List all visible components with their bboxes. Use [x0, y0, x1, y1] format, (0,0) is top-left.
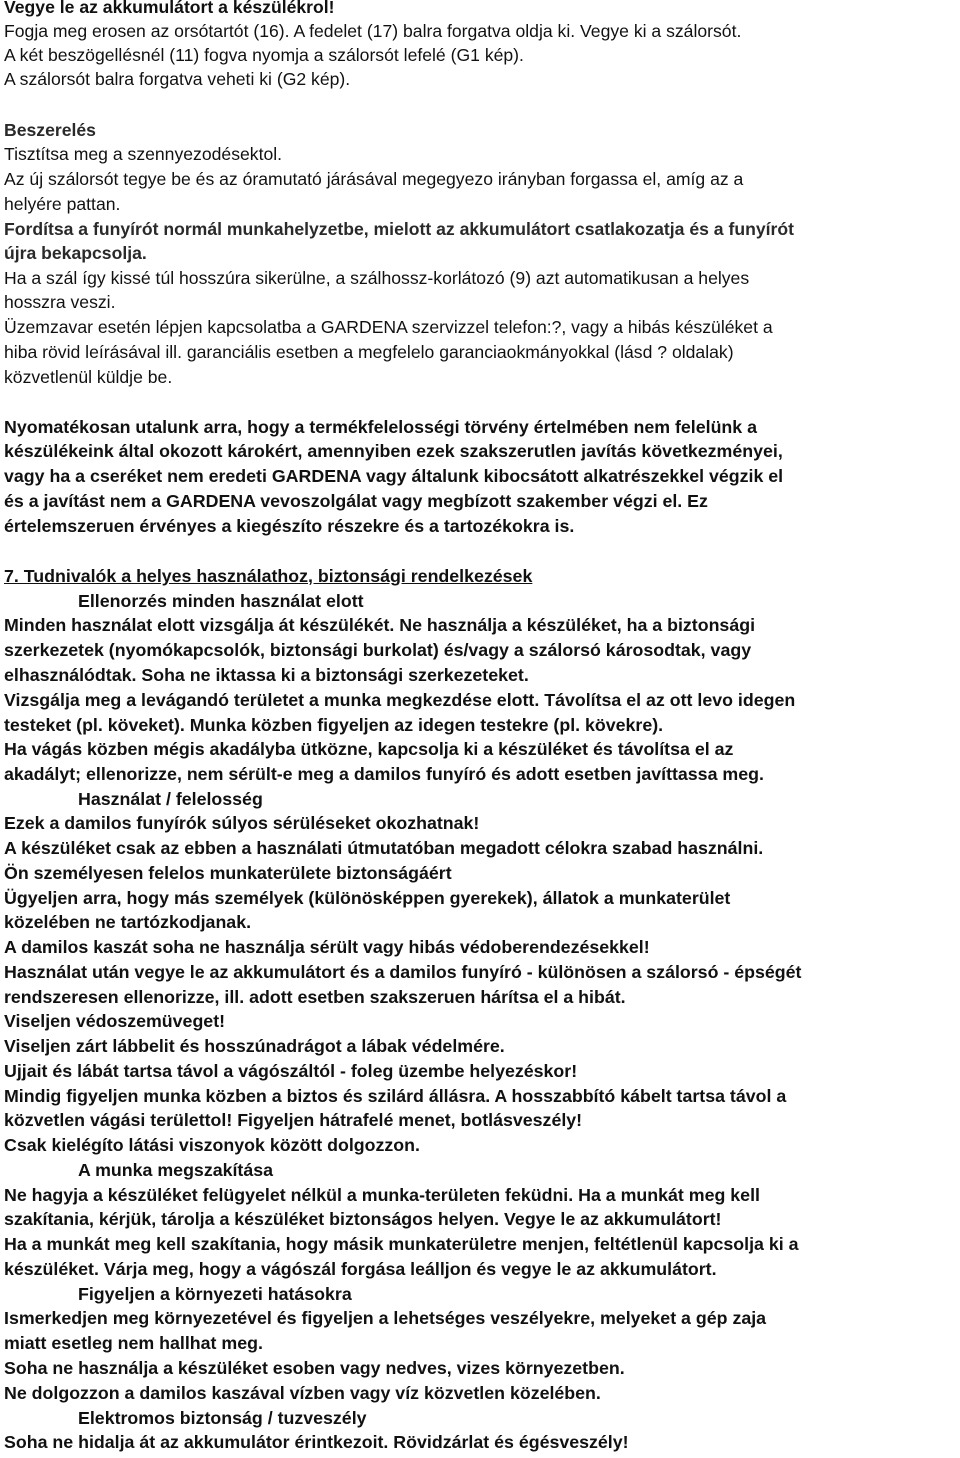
text-line: készüléket. Várja meg, hogy a vágószál forgása leálljon és vegye le az akkumulátort.: [4, 1259, 717, 1279]
text-line: miatt esetleg nem hallhat meg.: [4, 1333, 263, 1353]
liability-notice-line: készülékeink által okozott károkért, amennyiben ezek szakszerutlen javítás következményei,: [4, 441, 783, 461]
text-line: Üzemzavar esetén lépjen kapcsolatba a GARDENA szervizzel telefon:?, vagy a hibás készüléket a: [4, 317, 773, 337]
text-line: testeket (pl. köveket). Munka közben figyeljen az idegen testekre (pl. kövekre).: [4, 715, 664, 735]
text-line: hosszra veszi.: [4, 292, 116, 312]
text-line: helyére pattan.: [4, 194, 121, 214]
subheading-work-interruption: A munka megszakítása: [78, 1160, 274, 1180]
subheading-environment: Figyeljen a környezeti hatásokra: [78, 1284, 352, 1304]
text-line: Ügyeljen arra, hogy más személyek (különösképpen gyerekek), állatok a munkaterület: [4, 888, 731, 908]
text-line: A készüléket csak az ebben a használati útmutatóban megadott célokra szabad használni.: [4, 838, 764, 858]
text-line: A damilos kaszát soha ne használja sérült vagy hibás védoberendezésekkel!: [4, 937, 650, 957]
text-line: Mindig figyeljen munka közben a biztos és szilárd állásra. A hosszabbító kábelt tartsa távol a: [4, 1086, 787, 1106]
text-line: Minden használat elott vizsgálja át készülékét. Ne használja a készüléket, ha a biztonsági: [4, 615, 756, 635]
subheading-use-responsibility: Használat / felelosség: [78, 789, 263, 809]
text-line: szakítania, kérjük, tárolja a készüléket biztonságos helyen. Vegye le az akkumulátort!: [4, 1209, 722, 1229]
text-line: Ne hagyja a készüléket felügyelet nélkül a munka-területen feküdni. Ha a munkát meg kell: [4, 1185, 760, 1205]
text-line: akadályt; ellenorizze, nem sérült-e meg a damilos funyíró és adott esetben javíttassa meg.: [4, 764, 764, 784]
text-line: újra bekapcsolja.: [4, 243, 147, 263]
text-line: Ha a munkát meg kell szakítania, hogy másik munkaterületre menjen, feltétlenül kapcsolja ki a: [4, 1234, 799, 1254]
text-line: Csak kielégíto látási viszonyok között dolgozzon.: [4, 1135, 420, 1155]
text-line: Ön személyesen felelos munkaterülete biztonságáért: [4, 863, 452, 883]
text-line: közvetlenül küldje be.: [4, 367, 173, 387]
text-line: Ha vágás közben mégis akadályba ütközne, kapcsolja ki a készüléket és távolítsa el az: [4, 739, 734, 759]
text-line: elhasználódtak. Soha ne iktassa ki a biztonsági szerkezeteket.: [4, 665, 529, 685]
text-line: A két beszögellésnél (11) fogva nyomja a szálorsót lefelé (G1 kép).: [4, 45, 524, 65]
text-line: közelében ne tartózkodjanak.: [4, 912, 252, 932]
text-line: közvetlen vágási területtol! Figyeljen hátrafelé menet, botlásveszély!: [4, 1110, 583, 1130]
text-line: Ne dolgozzon a damilos kaszával vízben vagy víz közvetlen közelében.: [4, 1383, 601, 1403]
text-line: Ezek a damilos funyírók súlyos sérüléseket okozhatnak!: [4, 813, 480, 833]
text-line: Viseljen zárt lábbelit és hosszúnadrágot a lábak védelmére.: [4, 1036, 505, 1056]
text-line: Az új szálorsót tegye be és az óramutató járásával megegyezo irányban forgassa el, amíg az a: [4, 169, 744, 189]
subheading-pre-use-check: Ellenorzés minden használat elott: [78, 591, 364, 611]
liability-notice-line: és a javítást nem a GARDENA vevoszolgálat vagy megbízott szakember végzi el. Ez: [4, 491, 708, 511]
text-line: Soha ne használja a készüléket esoben vagy nedves, vizes környezetben.: [4, 1358, 625, 1378]
section-heading-installation: Beszerelés: [4, 120, 96, 140]
text-line: Fogja meg erosen az orsótartót (16). A fedelet (17) balra forgatva oldja ki. Vegye ki a szálorsót.: [4, 21, 742, 41]
text-line: Soha ne hidalja át az akkumulátor érintkezoit. Rövidzárlat és égésveszély!: [4, 1432, 629, 1452]
text-line: szerkezetek (nyomókapcsolók, biztonsági burkolat) és/vagy a szálorsó károsodtak, vagy: [4, 640, 752, 660]
subheading-electrical-safety: Elektromos biztonság / tuzveszély: [78, 1408, 367, 1428]
text-line: hiba rövid leírásával ill. garanciális esetben a megfelelo garanciaokmányokkal (lásd ? oldalak): [4, 342, 734, 362]
liability-notice-line: Nyomatékosan utalunk arra, hogy a termékfelelosségi törvény értelmében nem felelünk a: [4, 417, 758, 437]
text-line: Fordítsa a funyírót normál munkahelyzetbe, mielott az akkumulátort csatlakozatja és a funyírót: [4, 219, 794, 239]
text-line: Ismerkedjen meg környezetével és figyeljen a lehetséges veszélyekre, melyeket a gép zaja: [4, 1308, 767, 1328]
text-line: Ujjait és lábát tartsa távol a vágószáltól - foleg üzembe helyezéskor!: [4, 1061, 578, 1081]
text-line: rendszeresen ellenorizze, ill. adott esetben szakszeruen hárítsa el a hibát.: [4, 987, 626, 1007]
section-7-title: 7. Tudnivalók a helyes használathoz, biztonsági rendelkezések: [4, 566, 533, 586]
text-line: Ha a szál így kissé túl hosszúra sikerülne, a szálhossz-korlátozó (9) azt automatikusan a helyes: [4, 268, 750, 288]
text-line: A szálorsót balra forgatva veheti ki (G2 kép).: [4, 69, 351, 89]
liability-notice-line: értelemszeruen érvényes a kiegészíto részekre és a tartozékokra is.: [4, 516, 575, 536]
text-line: Vizsgálja meg a levágandó területet a munka megkezdése elott. Távolítsa el az ott levo idegen: [4, 690, 796, 710]
text-line: Viseljen védoszemüveget!: [4, 1011, 226, 1031]
text-line: Tisztítsa meg a szennyezodésektol.: [4, 144, 283, 164]
section-heading-battery-removal: Vegye le az akkumulátort a készülékrol!: [4, 0, 335, 17]
liability-notice-line: vagy ha a cseréket nem eredeti GARDENA vagy általunk kibocsátott alkatrészekkel végzik el: [4, 466, 784, 486]
text-line: Használat után vegye le az akkumulátort és a damilos funyíró - különösen a szálorsó - épségét: [4, 962, 802, 982]
